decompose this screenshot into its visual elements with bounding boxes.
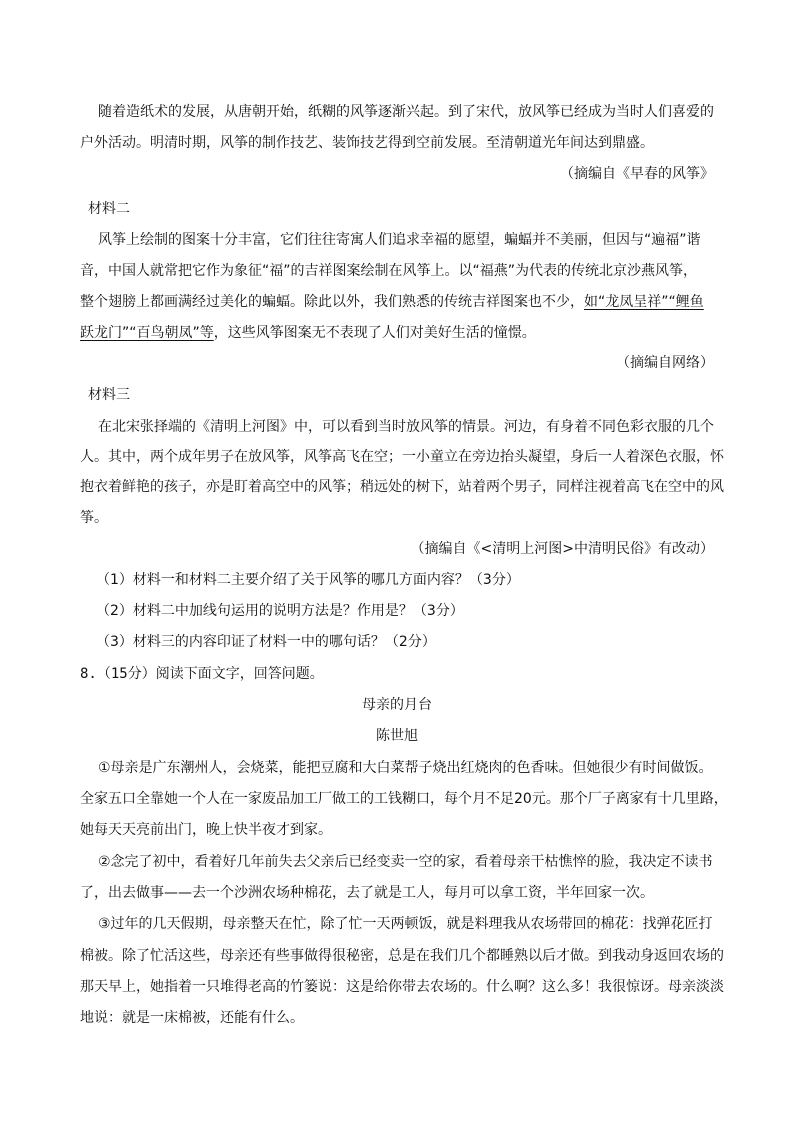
material3-label: 材料三 [88,387,130,403]
material1-source: （摘编自《早春的风筝》 [560,166,714,182]
question-2: （2）材料二中加线句运用的说明方法是？作用是？（3分） [96,603,464,619]
material2-paragraph-line-2: 音，中国人就常把它作为象征“福”的吉祥图案绘制在风筝上。以“福燕”为代表的传统北京沙燕风筝， [80,263,698,279]
article-paragraph-2-line-1: ②念完了初中，看着好几年前失去父亲后已经变卖一空的家，看着母亲干枯憔悴的脸，我决定不读书 [98,854,713,870]
article-paragraph-1-line-3: 她每天天亮前出门，晚上快半夜才到家。 [80,822,332,838]
article-author: 陈世旭 [376,728,418,744]
article-paragraph-3-line-3: 那天早上，她指着一只堆得老高的竹篓说：这是给你带去农场的。什么啊？这么多！我很惊讶。母亲淡淡 [80,979,724,995]
material2-paragraph-line-1: 风筝上绘制的图案十分丰富，它们往往寄寓人们追求幸福的愿望，蝙蝠并不美丽，但因与“遍福”谐 [98,232,701,248]
question-8-text: 8.（15分）阅读下面文字，回答问题。 [80,666,324,682]
material3-paragraph-line-1: 在北宋张择端的《清明上河图》中，可以看到当时放风筝的情景。河边，有身着不同色彩衣服的几个 [98,419,714,435]
material3-paragraph-line-2: 人。其中，两个成年男子在放风筝，风筝高飞在空；一小童立在旁边抬头凝望，身后一人着深色衣服，怀 [80,449,724,465]
article-paragraph-3-line-1: ③过年的几天假期，母亲整天在忙，除了忙一天两顿饭，就是料理我从农场带回的棉花：找弹花匠打 [98,916,713,932]
article-title: 母亲的月台 [362,697,432,713]
question-1: （1）材料一和材料二主要介绍了关于风筝的哪几方面内容？（3分） [96,572,520,588]
material3-paragraph-line-3: 抱衣着鲜艳的孩子，亦是盯着高空中的风筝；稍远处的树下，站着两个男子，同样注视着高飞在空中的风 [80,479,724,495]
underlined-sentence-part-1: 如“龙凤呈祥”“鲤鱼 [584,294,704,310]
material1-paragraph-line-1: 随着造纸术的发展，从唐朝开始，纸糊的风筝逐渐兴起。到了宋代，放风筝已经成为当时人们喜爱的 [98,104,714,120]
article-paragraph-1-line-2: 全家五口全靠她一个人在一家废品加工厂做工的工钱糊口，每个月不足20元。那个厂子离家有十几里路， [80,791,728,807]
article-paragraph-3-line-2: 棉被。除了忙活这些，母亲还有些事做得很秘密，总是在我们几个都睡熟以后才做。到我动身返回农场的 [80,948,724,964]
material2-paragraph-line-4 [80,323,536,343]
question-8-heading [80,664,324,684]
material1-paragraph-line-2: 户外活动。明清时期，风筝的制作技艺、装饰技艺得到空前发展。至清朝道光年间达到鼎盛。 [80,135,654,151]
article-paragraph-3-line-4: 地说：就是一床棉被，还能有什么。 [80,1010,304,1026]
material2-line-3-plain: 整个翅膀上都画满经过美化的蝙蝠。除此以外，我们熟悉的传统吉祥图案也不少， [80,294,584,310]
article-paragraph-2-line-2: 了，出去做事——去一个沙洲农场种棉花，去了就是工人，每月可以拿工资，半年回家一次。 [80,885,654,901]
material2-paragraph-line-3 [80,292,704,312]
material2-label: 材料二 [88,201,130,217]
article-paragraph-1-line-1: ①母亲是广东潮州人，会烧菜，能把豆腐和大白菜帮子烧出红烧肉的色香味。但她很少有时间做饭。 [98,760,713,776]
question-3: （3）材料三的内容印证了材料一中的哪句话？（2分） [96,634,436,650]
material2-line-4-plain: ，这些风筝图案无不表现了人们对美好生活的憧憬。 [213,325,536,341]
material2-source: （摘编自网络） [616,355,714,371]
underlined-sentence-part-2: 跃龙门”“百鸟朝凤”等 [80,325,214,341]
material3-paragraph-line-4: 筝。 [80,510,108,526]
material3-source: （摘编自《<清明上河图>中清明民俗》有改动） [410,541,714,557]
